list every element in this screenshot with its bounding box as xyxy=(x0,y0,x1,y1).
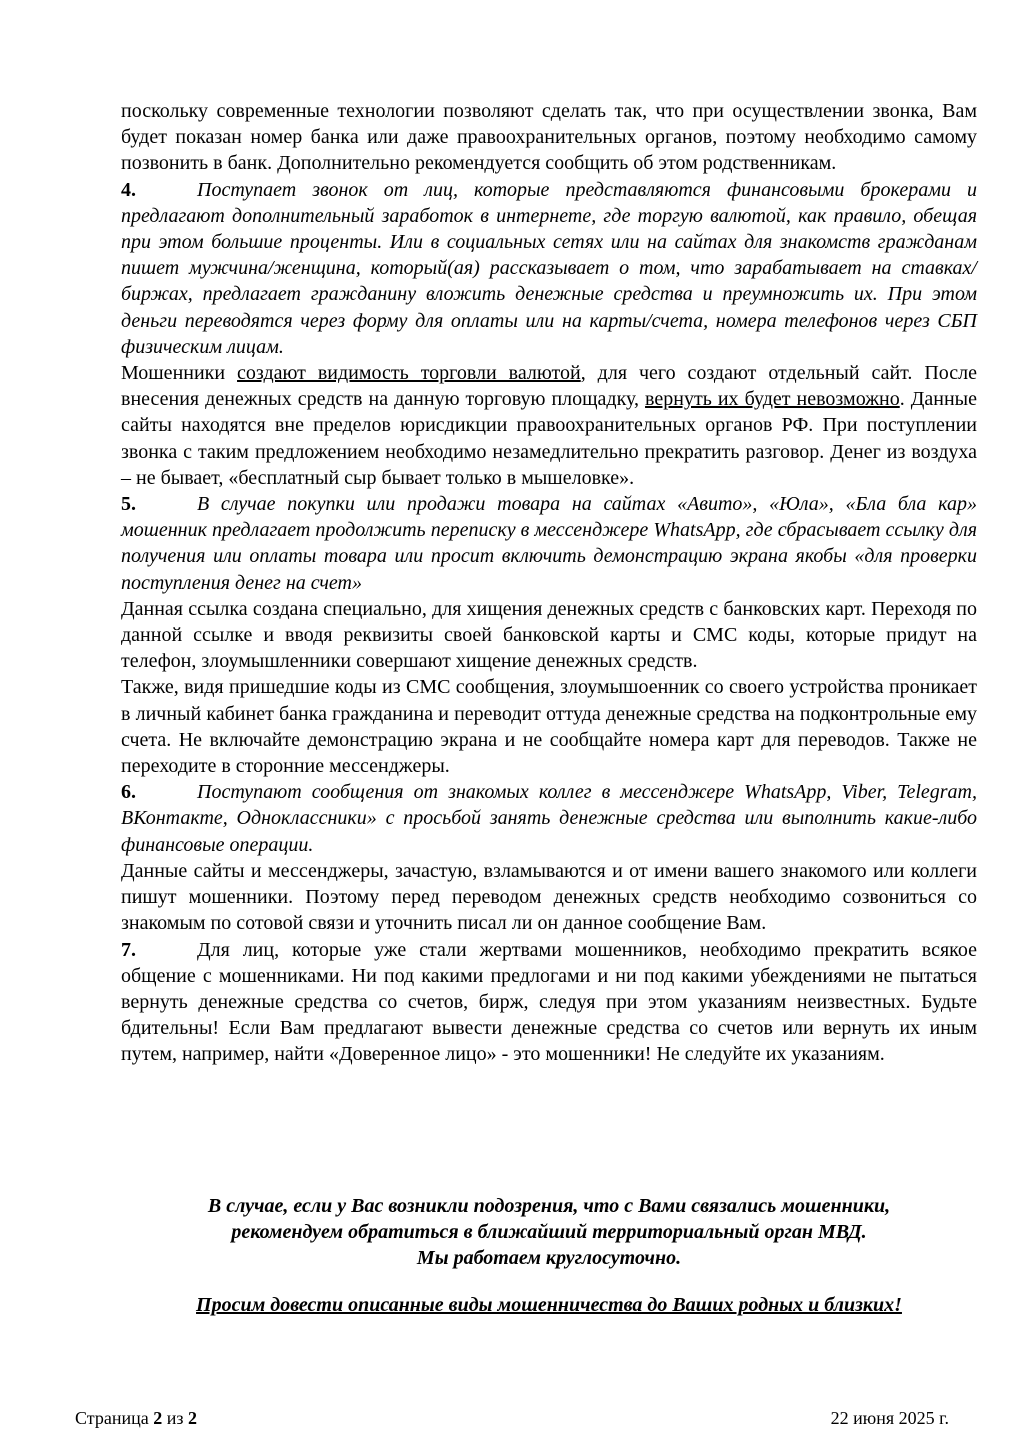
appeal-text: Просим довести описанные виды мошенничества до Ваших родных и близких! xyxy=(196,1294,902,1316)
document-body xyxy=(121,98,977,1068)
item-5 xyxy=(121,491,977,596)
item-4-paragraph xyxy=(121,360,977,491)
closing-line-1: В случае, если у Вас возникли подозрения, что с Вами связались мошенники, xyxy=(207,1195,891,1217)
item-4-number: 4. xyxy=(121,178,136,201)
item-4-italic: Поступает звонок от лиц, которые представляются финансовыми брокерами и предлагают дополнительный заработок в интернете, где торгую валютой, как правило, обещая при этом большие проценты. Или в социальных сетях или на сайтах для знакомств гражданам пишет мужчина/женщина, который(ая) рассказывает о том, что зарабатывает на ставках/биржах, предлагает гражданину вложить денежные средства и преумножить их. При этом деньги переводятся через форму для оплаты или на карты/счета, номера телефонов через СБП физическим лицам. xyxy=(121,178,977,358)
item-4-text-1: Мошенники xyxy=(121,362,238,385)
page-separator: из xyxy=(162,1408,188,1428)
page-total: 2 xyxy=(187,1408,197,1428)
item-5-paragraph-1: Данная ссылка создана специально, для хищения денежных средств с банковских карт. Переходя по данной ссылке и вводя реквизиты своей банковской карты и СМС коды, которые придут на телефон, злоумышленники совершают хищение денежных средств. xyxy=(121,597,977,673)
page-counter xyxy=(75,1408,197,1429)
item-7-text: Для лиц, которые уже стали жертвами мошенников, необходимо прекратить всякое общение с мошенниками. Ни под какими предлогами и ни под какими убеждениями не пытаться вернуть денежные средства со счетов, бирж, следуя при этом указаниям неизвестных. Будьте бдительны! Если Вам предлагают вывести денежные средства со счетов или вернуть их иным путем, например, найти «Доверенное лицо» - это мошенники! Не следуйте их указаниям. xyxy=(121,938,977,1066)
item-4-underline-1: создают видимость торговли валютой xyxy=(237,362,581,385)
item-4-text-2: , для чего создают отдельный сайт. После внесения денежных средств на данную торговую площадку, xyxy=(121,362,978,411)
item-7 xyxy=(121,937,977,1068)
closing-notice xyxy=(121,1193,977,1272)
item-5-paragraph-2: Также, видя пришедшие коды из СМС сообщения, злоумышоенник со своего устройства проникает в личный кабинет банка гражданина и переводит оттуда денежные средства на подконтрольные ему счета. Не включайте демонстрацию экрана и не сообщайте номера карт для переводов. Также не переходите в сторонние мессенджеры. xyxy=(121,676,977,778)
item-4 xyxy=(121,177,977,360)
item-4-text-3: . Данные сайты находятся вне пределов юрисдикции правоохранительных органов РФ. При поступлении звонка с таким предложением необходимо незамедлительно прекратить разговор. Денег из воздуха – не бывает, «бесплатный сыр бывает только в мышеловке». xyxy=(121,388,977,489)
closing-line-2: рекомендуем обратиться в ближайший территориальный орган МВД. xyxy=(231,1221,867,1244)
item-7-number: 7. xyxy=(121,938,136,961)
item-6 xyxy=(121,779,977,858)
page-number: 2 xyxy=(153,1408,163,1428)
item-4-underline-2: вернуть их будет невозможно xyxy=(645,388,900,411)
closing-line-3: Мы работаем круглосуточно. xyxy=(416,1247,682,1270)
document-date: 22 июня 2025 г. xyxy=(830,1408,949,1428)
page-footer xyxy=(75,1408,949,1429)
item-5-number: 5. xyxy=(121,493,136,516)
item-6-italic: Поступают сообщения от знакомых коллег в мессенджере WhatsApp, Viber, Telegram, ВКонтакте, Одноклассники» с просьбой занять денежные средства или выполнить какие-либо финансовые операции. xyxy=(121,781,977,856)
item-6-number: 6. xyxy=(121,781,136,804)
item-6-paragraph: Данные сайты и мессенджеры, зачастую, взламываются и от имени вашего знакомого или коллеги пишут мошенники. Поэтому перед переводом денежных средств необходимо созвониться со знакомым по сотовой связи и уточнить писал ли он данное сообщение Вам. xyxy=(121,859,977,935)
page-prefix: Страница xyxy=(75,1408,154,1428)
item-5-italic: В случае покупки или продажи товара на сайтах «Авито», «Юла», «Бла бла кар» мошенник предлагает продолжить переписку в мессенджере WhatsApp, где сбрасывает ссылку для получения или оплаты товара или просит включить демонстрацию экрана якобы «для проверки поступления денег на счет» xyxy=(121,493,977,594)
intro-paragraph: поскольку современные технологии позволяют сделать так, что при осуществлении звонка, Вам будет показан номер банка или даже правоохранительных органов, поэтому необходимо самому позвонить в банк. Дополнительно рекомендуется сообщить об этом родственникам. xyxy=(121,100,977,175)
